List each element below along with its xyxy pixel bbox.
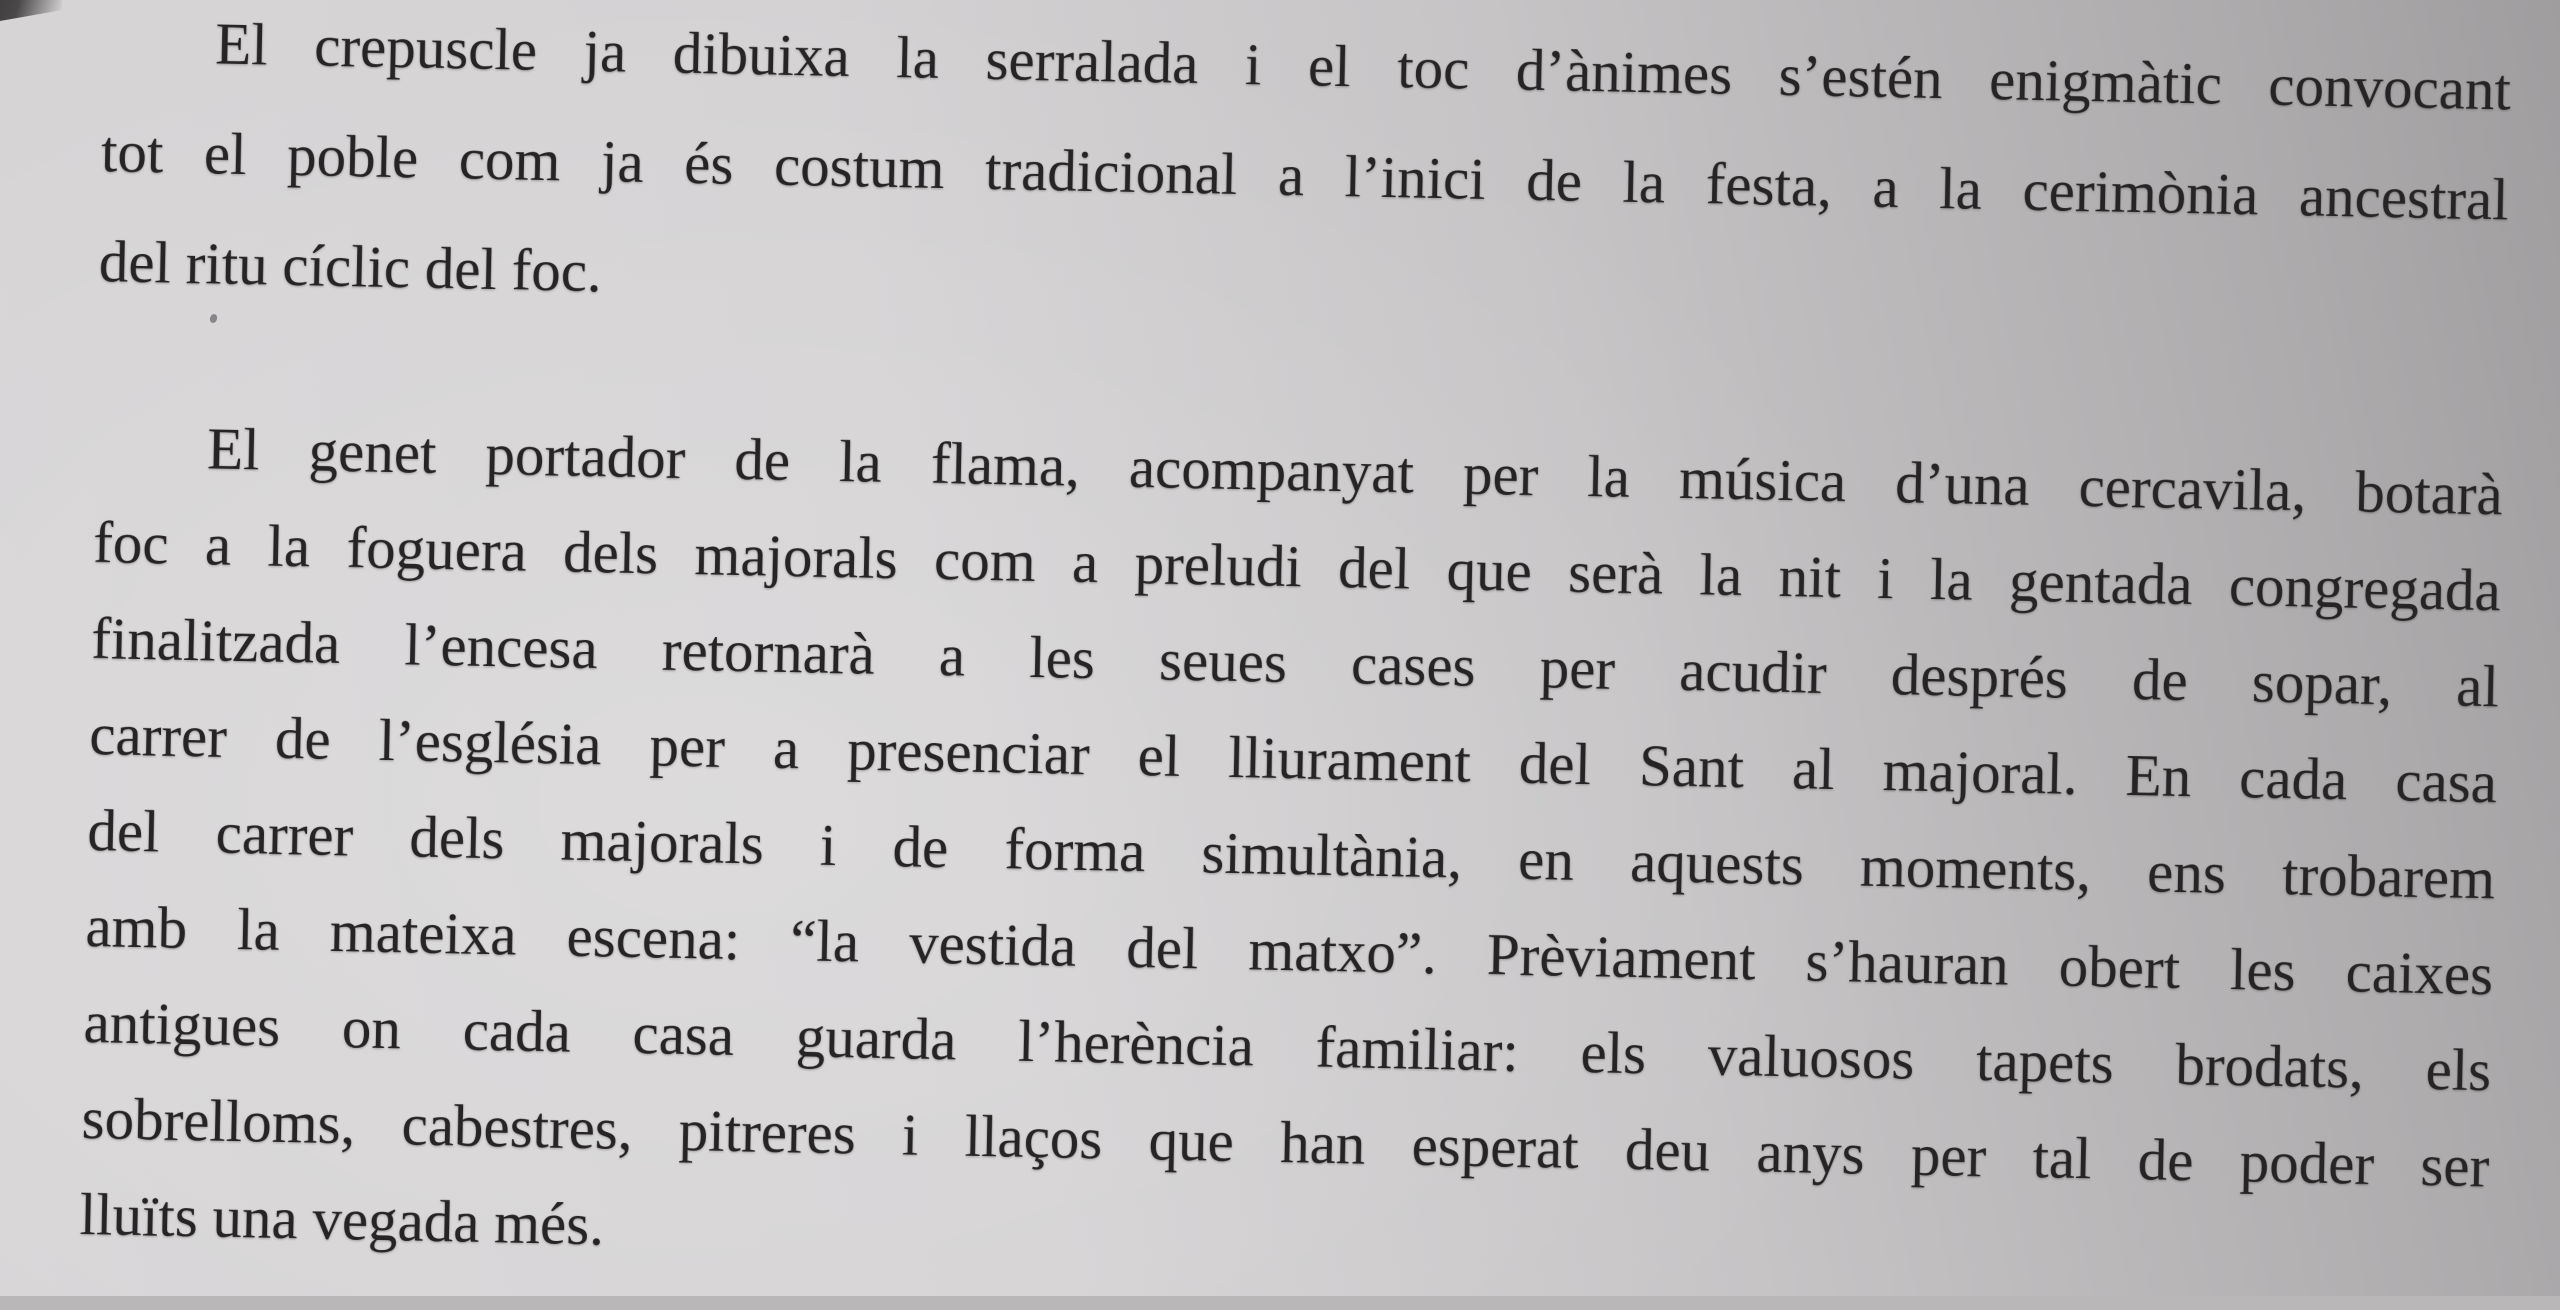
paragraph [45,397,2514,1310]
body-text [45,0,2522,1310]
text-line: antigues on cada casa guarda l’herència familiar: els valuosos tapets brodats, els [83,974,2492,1118]
text-line: foc a la foguera dels majorals com a preludi del que serà la nit i la gentada congregada [92,494,2501,638]
text-line: del carrer dels majorals i de forma simultània, en aquests moments, ens trobarem [87,782,2496,926]
paragraph [64,0,2522,365]
text-line: tot el poble com ja és costum tradicional a l’inici de la festa, a la cerimònia ancestral [100,96,2510,254]
page-corner-shadow [0,0,63,25]
text-line: lluïts una vegada més. [79,1166,2488,1310]
text-line: del ritu cíclic del foc. [98,206,2508,364]
text-line: amb la mateixa escena: “la vestida del matxo”. Prèviament s’hauran obert les caixes [85,878,2494,1022]
text-line: El crepuscle ja dibuixa la serralada i el toc d’ànimes s’estén enigmàtic convocant [102,0,2512,144]
text-line: finalitzada l’encesa retornarà a les seues cases per acudir després de sopar, al [90,590,2499,734]
text-line: carrer de l’església per a presenciar el lliurament del Sant al majoral. En cada casa [89,686,2498,830]
text-line: sobrelloms, cabestres, pitreres i llaços que han esperat deu anys per tal de poder ser [81,1070,2490,1214]
text-line: El genet portador de la flama, acompanyat per la música d’una cercavila, botarà [94,398,2503,542]
